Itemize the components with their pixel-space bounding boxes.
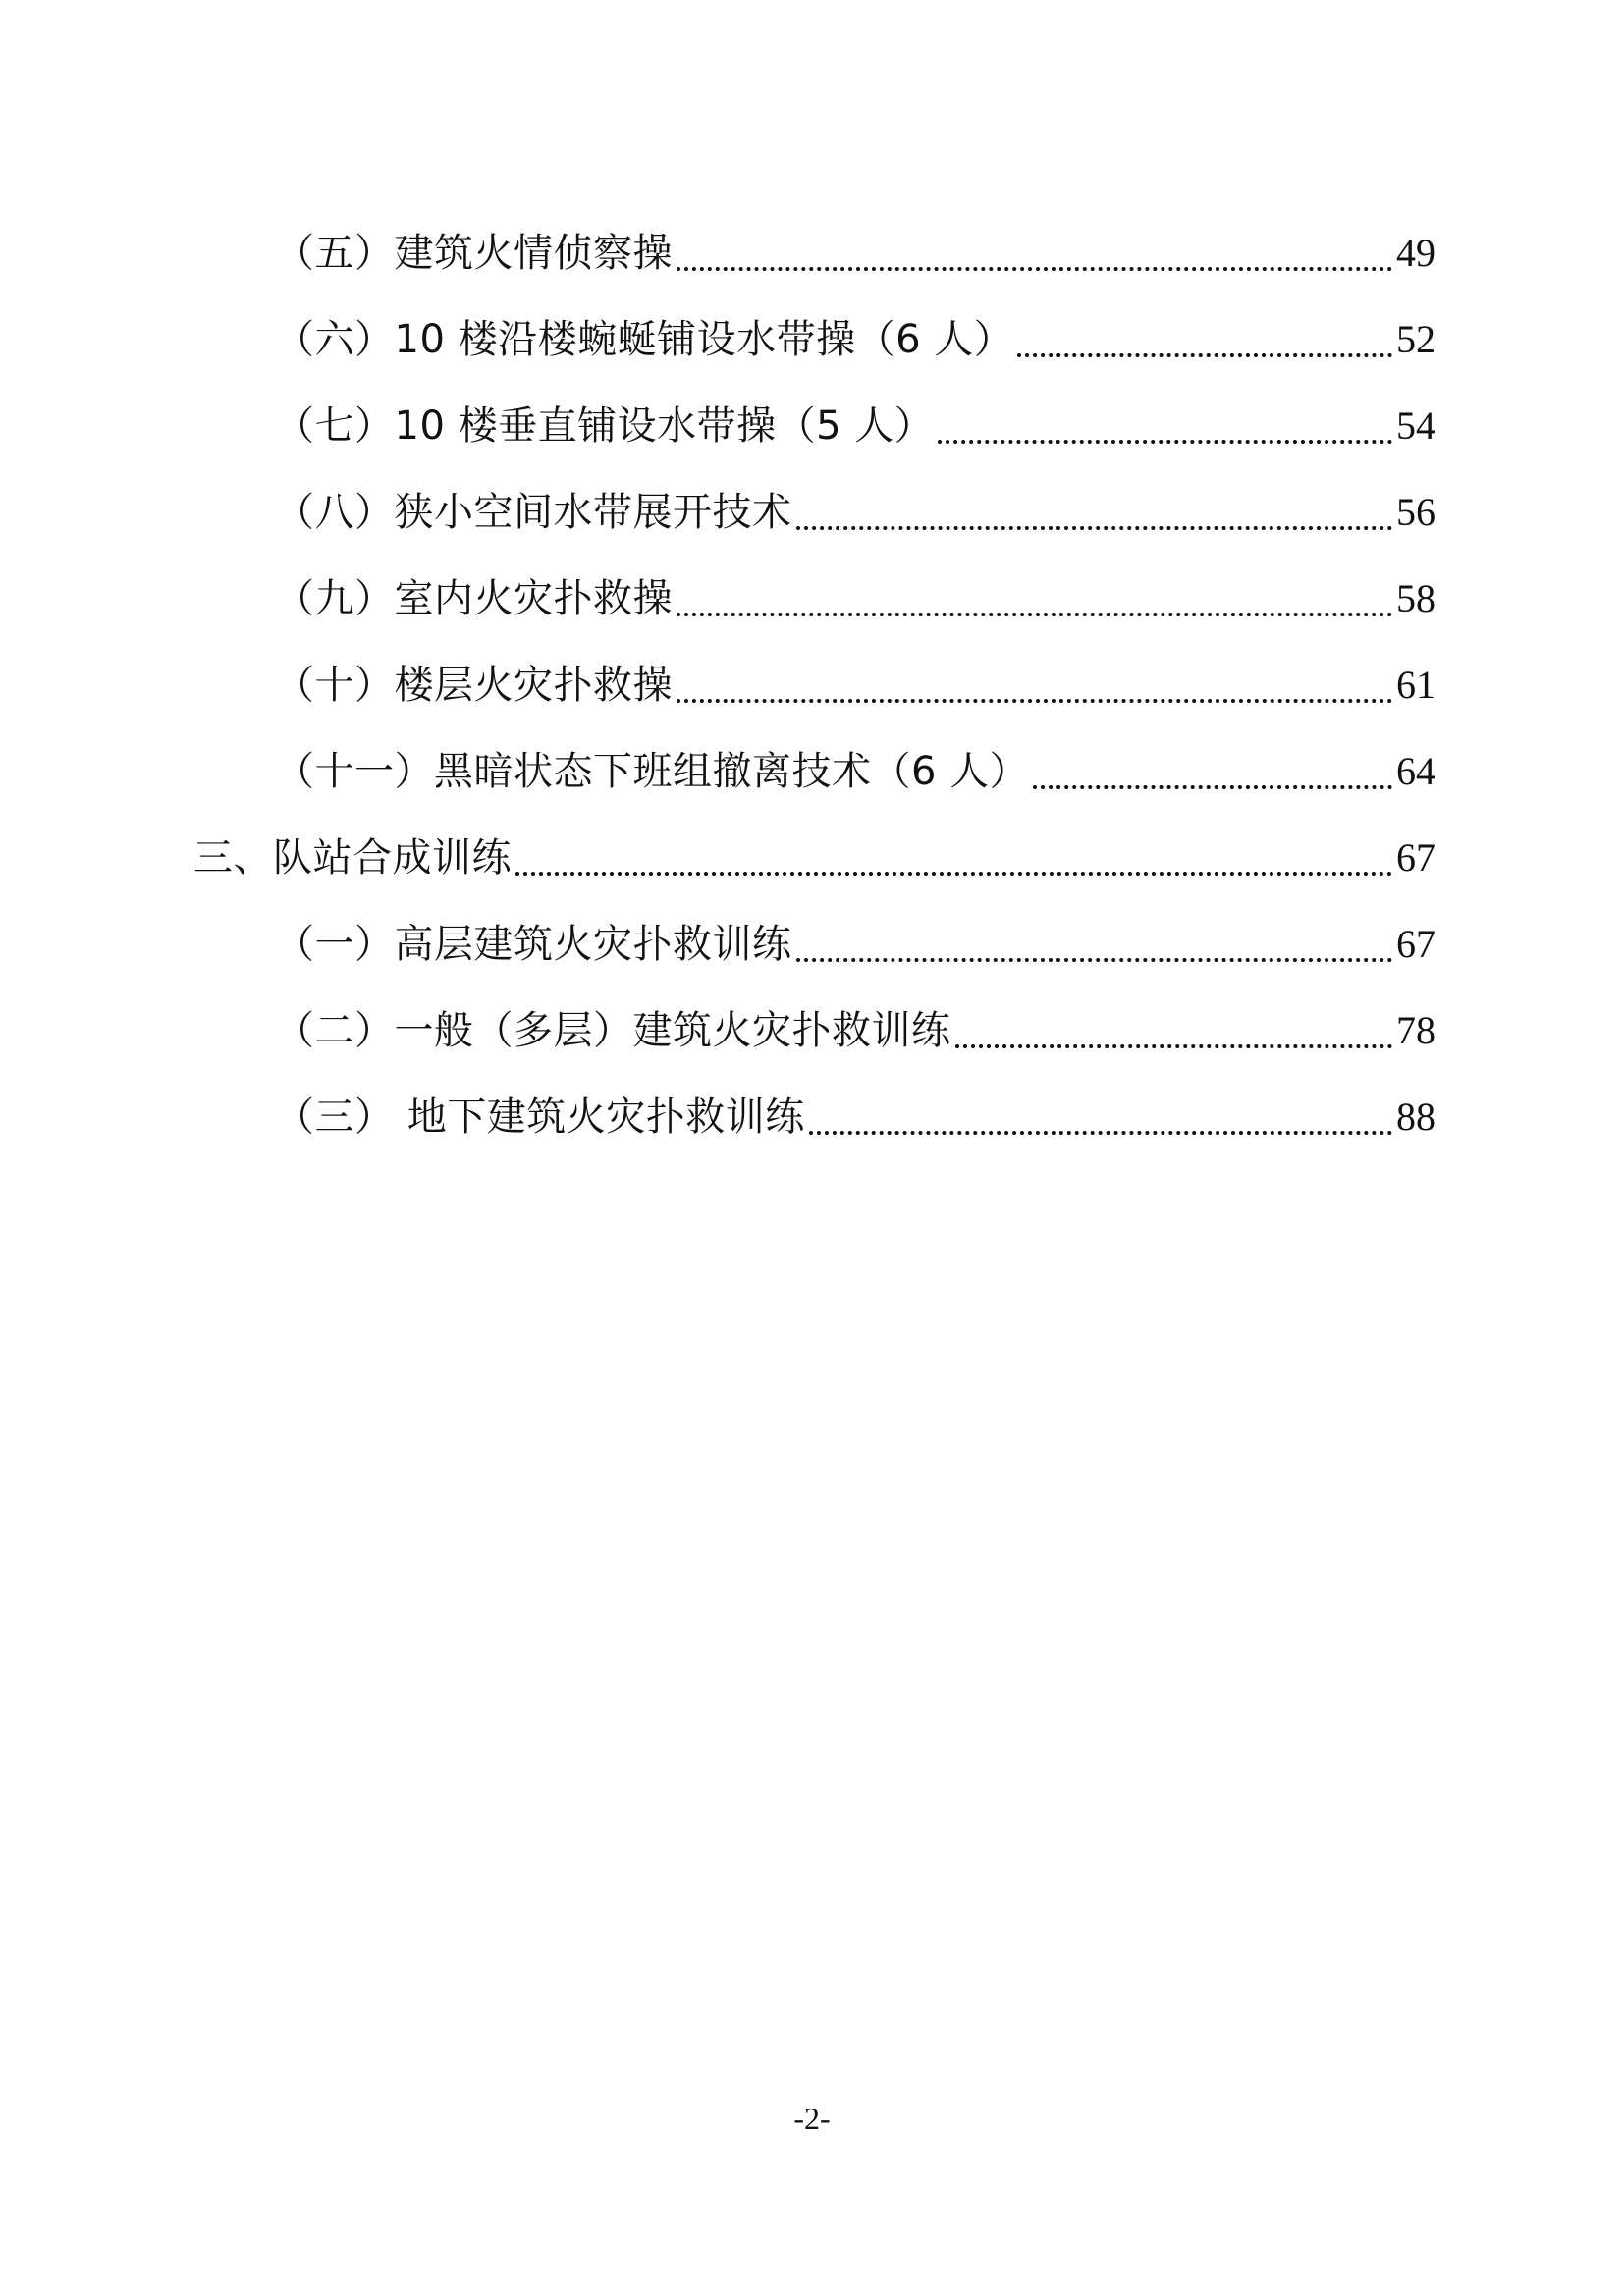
dot-leader — [809, 1131, 1392, 1135]
dot-leader — [677, 613, 1392, 616]
toc-entry-title: （六）10 楼沿楼蜿蜒铺设水带操（6 人） — [275, 317, 1014, 362]
toc-entry-page: 67 — [1396, 835, 1435, 880]
dot-leader — [515, 872, 1392, 876]
dot-leader — [796, 958, 1393, 962]
toc-entry-title: （七）10 楼垂直铺设水带操（5 人） — [275, 403, 935, 449]
toc-entry-page: 88 — [1396, 1095, 1435, 1139]
toc-entry[interactable] — [275, 310, 1435, 369]
toc-entry-page: 58 — [1396, 576, 1435, 620]
toc-entry-page: 49 — [1396, 231, 1435, 275]
toc-entry-page: 61 — [1396, 663, 1435, 707]
toc-entry-title: （八）狭小空间水带展开技术 — [275, 490, 792, 535]
toc-entry-title: （十一）黑暗状态下班组撤离技术（6 人） — [275, 749, 1030, 794]
toc-entry[interactable] — [275, 915, 1435, 974]
dot-leader — [677, 267, 1392, 271]
toc-entry-section[interactable] — [193, 828, 1435, 887]
toc-entry[interactable] — [275, 397, 1435, 455]
toc-entry-page: 64 — [1396, 749, 1435, 793]
dot-leader — [677, 699, 1392, 703]
dot-leader — [796, 526, 1393, 530]
toc-entry[interactable] — [275, 742, 1435, 801]
toc-entry-title: （九）室内火灾扑救操 — [275, 576, 673, 621]
toc-entry-title: （三） 地下建筑火灾扑救训练 — [275, 1095, 805, 1140]
dot-leader — [1033, 785, 1392, 789]
toc-entry-title: （五）建筑火情侦察操 — [275, 231, 673, 276]
dot-leader — [955, 1044, 1393, 1048]
toc-entry-title: （二）一般（多层）建筑火灾扑救训练 — [275, 1008, 951, 1053]
toc-entry-title: （一）高层建筑火灾扑救训练 — [275, 922, 792, 967]
dot-leader — [1017, 353, 1392, 357]
toc-entry[interactable] — [275, 656, 1435, 715]
toc-entry-page: 52 — [1396, 317, 1435, 361]
toc-entry[interactable] — [275, 1088, 1435, 1147]
toc-entry-title: 三、队站合成训练 — [193, 835, 512, 881]
toc-entry[interactable] — [275, 483, 1435, 542]
toc-entry[interactable] — [275, 1001, 1435, 1060]
toc-entry[interactable] — [275, 569, 1435, 628]
toc-entry-page: 56 — [1396, 490, 1435, 534]
toc-entry-title: （十）楼层火灾扑救操 — [275, 663, 673, 708]
dot-leader — [938, 440, 1392, 444]
toc-entry-page: 67 — [1396, 922, 1435, 966]
toc-entry-page: 78 — [1396, 1008, 1435, 1052]
toc-entry-page: 54 — [1396, 403, 1435, 448]
page-number-footer: -2- — [793, 2101, 831, 2136]
toc-entry[interactable] — [275, 224, 1435, 283]
